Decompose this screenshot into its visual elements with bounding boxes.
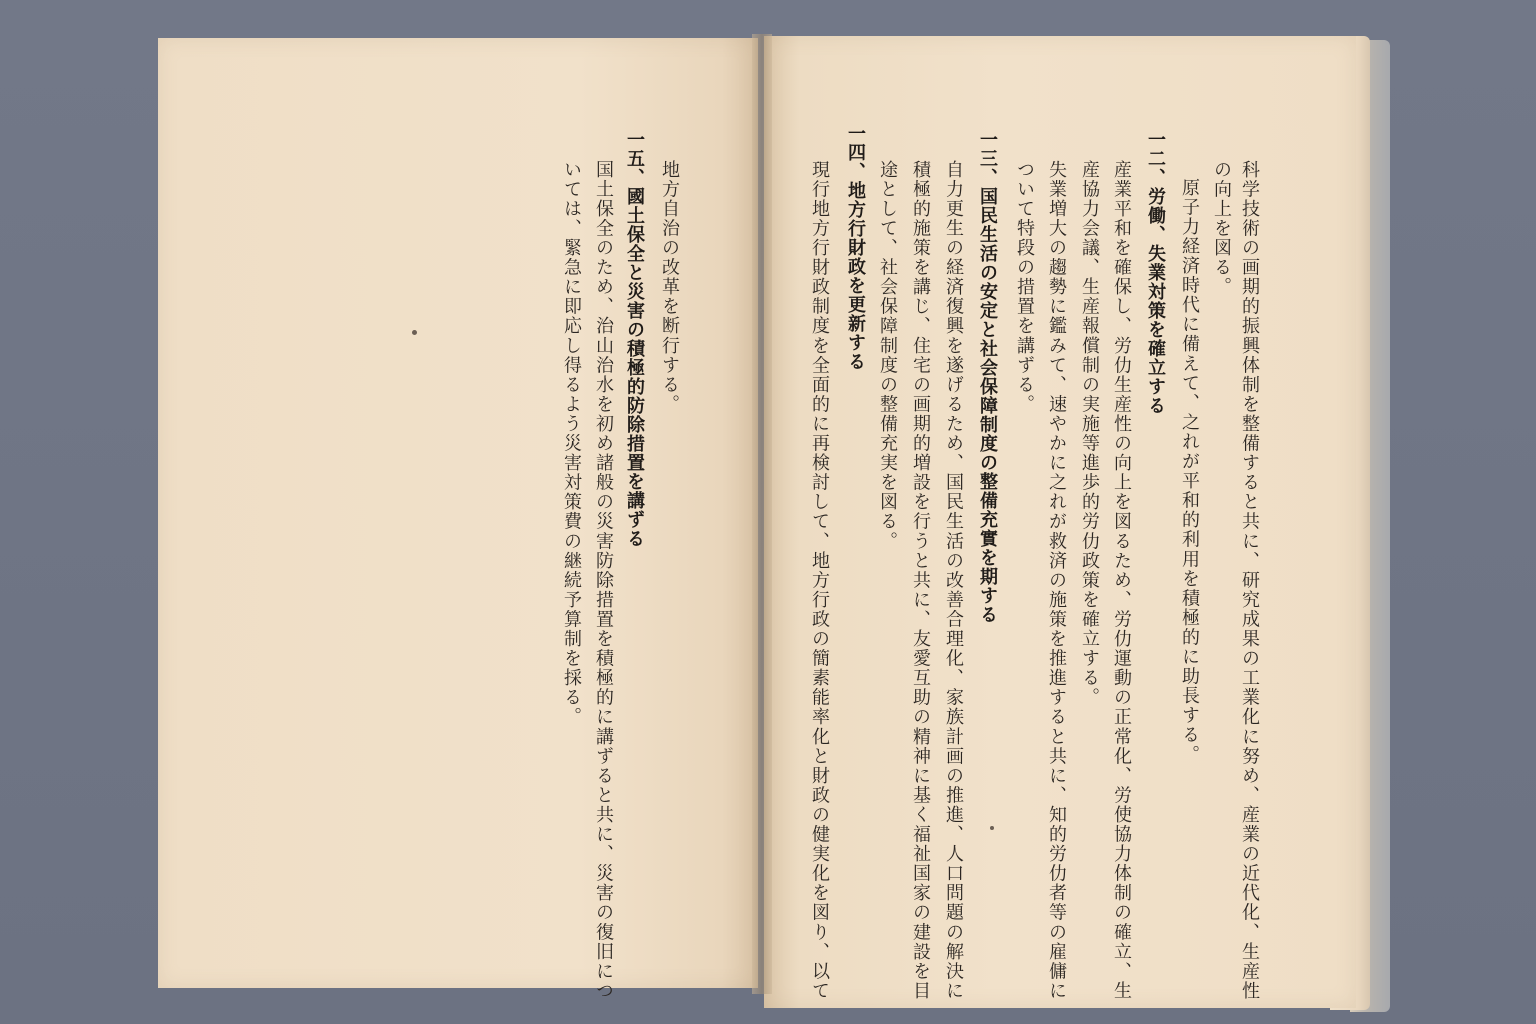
right-page-heading: 一四、地方行財政を更新する bbox=[845, 124, 866, 371]
right-page-column: 科学技術の画期的振興体制を整備すると共に、研究成果の工業化に努め、産業の近代化、生産性 bbox=[1239, 160, 1260, 1001]
left-page-heading: 一五、國土保全と災害の積極的防除措置を講ずる bbox=[624, 130, 645, 548]
paper-speck bbox=[990, 826, 994, 830]
left-page-column: いては、緊急に即応し得るよう災害対策費の継続予算制を採る。 bbox=[561, 160, 582, 727]
book-gutter bbox=[752, 34, 772, 994]
right-page-column: 自力更生の経済復興を遂げるため、国民生活の改善合理化、家族計画の推進、人口問題の解決に bbox=[943, 160, 964, 1001]
right-page-column: 積極的施策を講じ、住宅の画期的増設を行うと共に、友愛互助の精神に基く福祉国家の建設を目 bbox=[910, 160, 931, 1001]
paper-speck bbox=[412, 330, 417, 335]
right-page-heading: 一三、国民生活の安定と社会保障制度の整備充實を期する bbox=[977, 130, 998, 624]
right-page-column: 産業平和を確保し、労仂生産性の向上を図るため、労仂運動の正常化、労使協力体制の確立、生 bbox=[1111, 160, 1132, 1001]
right-page-column: 失業増大の趨勢に鑑みて、速やかに之れが救済の施策を推進すると共に、知的労仂者等の雇傭に bbox=[1046, 160, 1067, 1001]
right-page-column: ついて特段の措置を講ずる。 bbox=[1014, 160, 1035, 415]
left-page-column: 国土保全のため、治山治水を初め諸般の災害防除措置を積極的に講ずると共に、災害の復旧につ bbox=[593, 160, 614, 1001]
right-page-column: 産協力会議、生産報償制の実施等進歩的労仂政策を確立する。 bbox=[1079, 160, 1100, 708]
right-page-column: 原子力経済時代に備えて、之れが平和的利用を積極的に助長する。 bbox=[1179, 178, 1200, 765]
right-page-column: 途として、社会保障制度の整備充実を図る。 bbox=[877, 160, 898, 551]
right-page-column: の向上を図る。 bbox=[1211, 160, 1232, 297]
right-page-column: 現行地方行財政制度を全面的に再検討して、地方行政の簡素能率化と財政の健実化を図り、以て bbox=[809, 160, 830, 1001]
right-page-heading: 一二、労働、失業対策を確立する bbox=[1145, 130, 1166, 415]
left-page-column: 地方自治の改革を断行する。 bbox=[659, 160, 680, 415]
